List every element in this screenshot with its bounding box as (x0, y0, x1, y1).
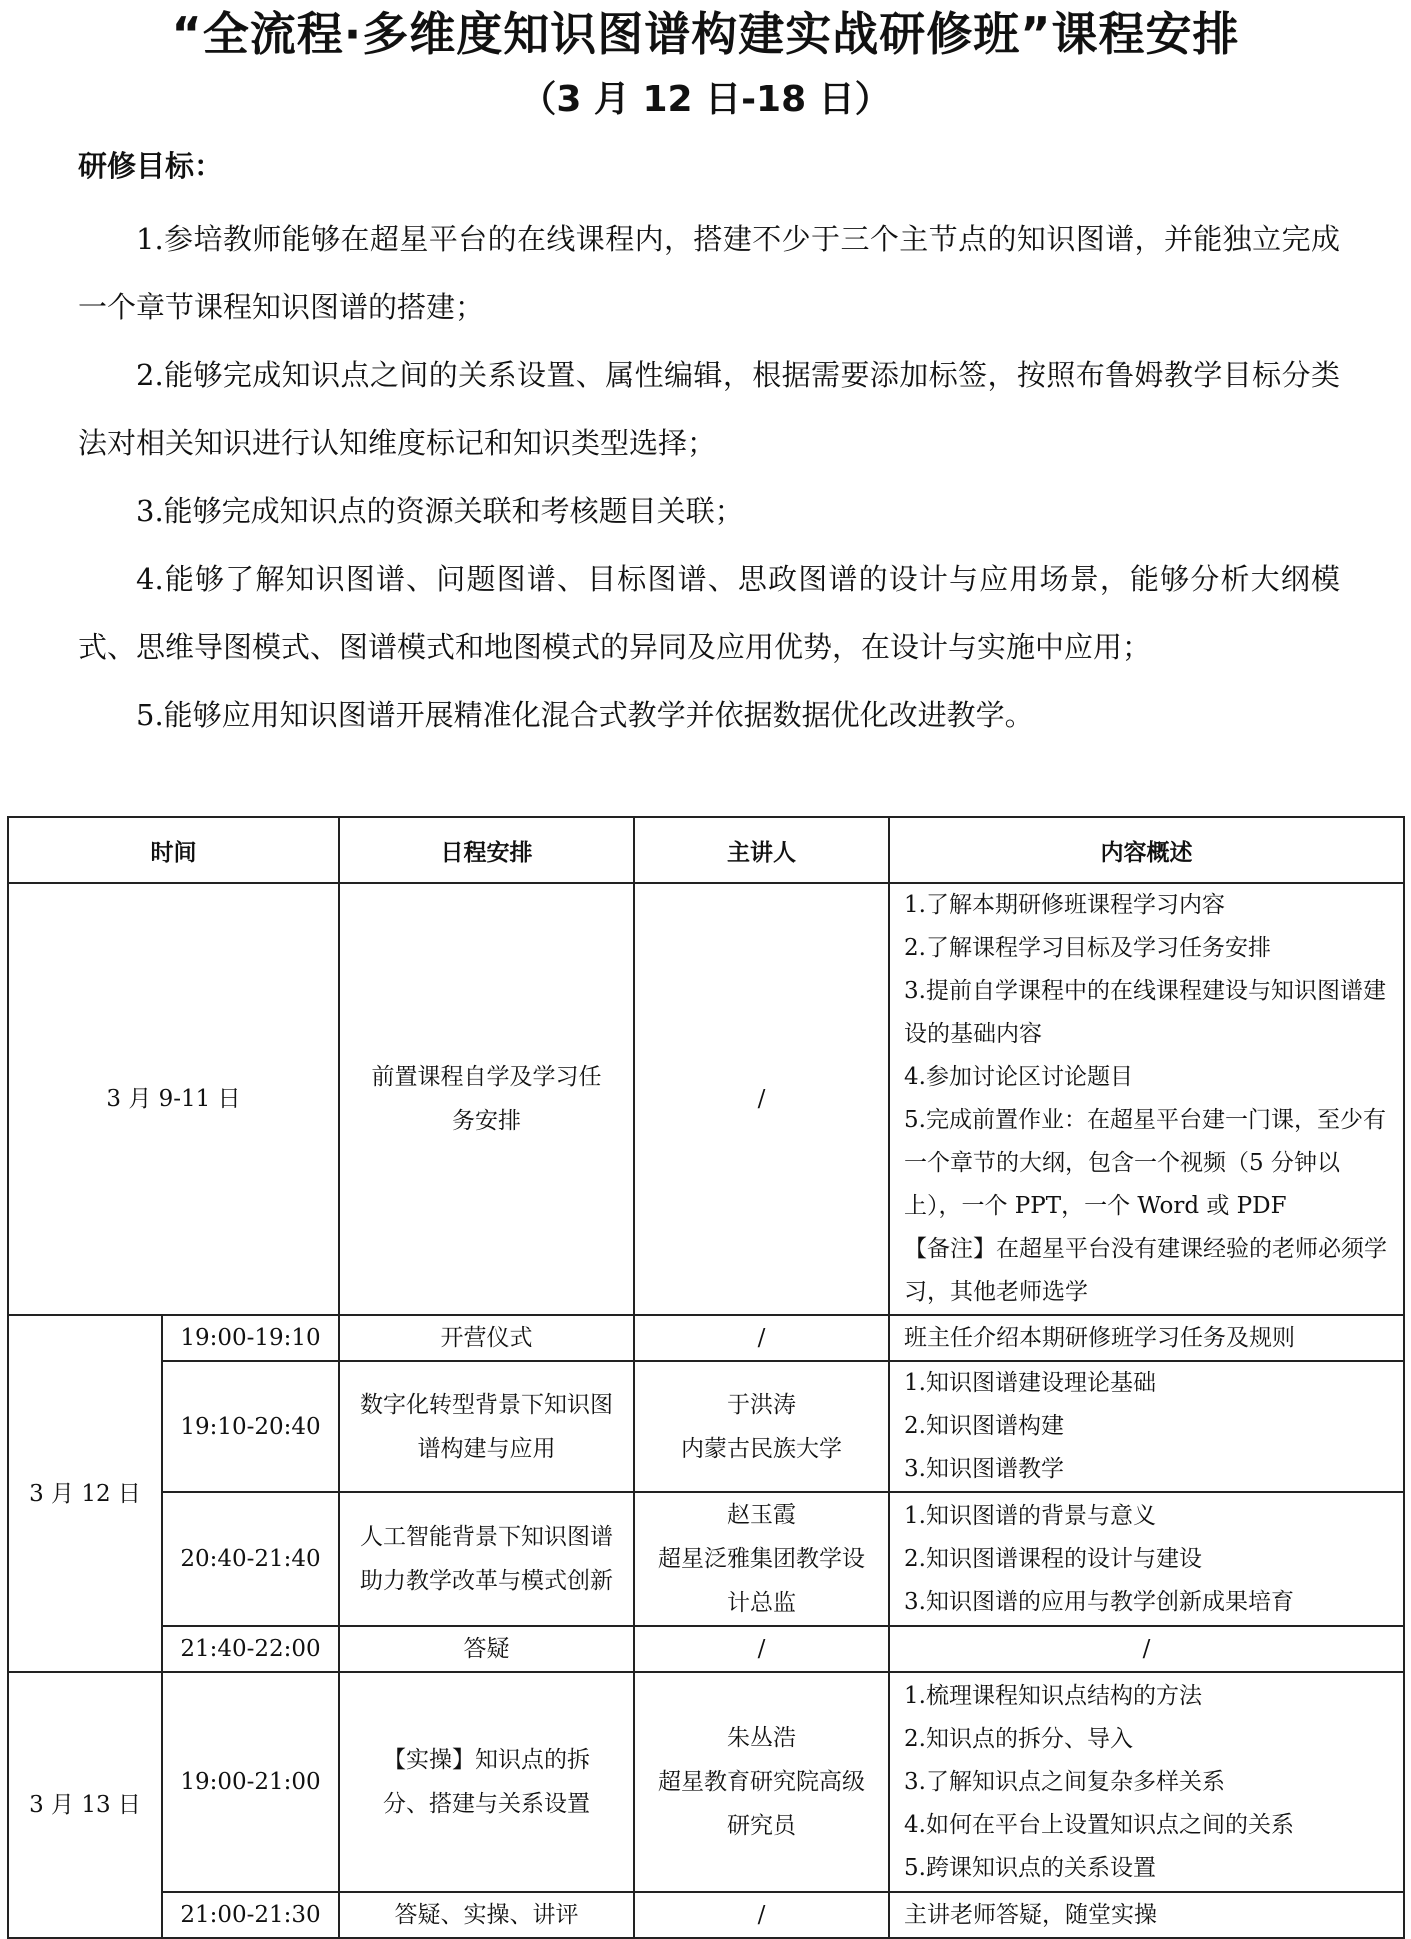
content-line: 3.知识图谱教学 (904, 1456, 1064, 1482)
content-line: 4.如何在平台上设置知识点之间的关系 (904, 1811, 1294, 1838)
speaker-cell: 朱丛浩 超星教育研究院高级研究员 (634, 1672, 889, 1892)
content-cell (889, 1315, 1404, 1361)
content-line: 班主任介绍本期研修班学习任务及规则 (904, 1324, 1295, 1351)
time-cell: 19:00-21:00 (162, 1672, 339, 1892)
date-cell: 3 月 9-11 日 (8, 883, 339, 1315)
schedule-cell: 人工智能背景下知识图谱助力教学改革与模式创新 (339, 1492, 634, 1626)
content-cell (889, 1892, 1404, 1938)
date-cell: 3 月 13 日 (8, 1672, 162, 1938)
goal-list (78, 205, 1340, 749)
time-cell: 20:40-21:40 (162, 1492, 339, 1626)
schedule-cell: 开营仪式 (339, 1315, 634, 1361)
table-row (8, 1361, 1404, 1492)
content-line: 1.知识图谱建设理论基础 (904, 1370, 1156, 1396)
content-line: 3.了解知识点之间复杂多样关系 (904, 1768, 1225, 1795)
table-row (8, 1492, 1404, 1626)
content-line: 5.跨课知识点的关系设置 (904, 1854, 1156, 1881)
content-line: 【备注】在超星平台没有建课经验的老师必须学习，其他老师选学 (904, 1236, 1387, 1305)
time-cell: 19:10-20:40 (162, 1361, 339, 1492)
content-line: 5.完成前置作业：在超星平台建一门课，至少有一个章节的大纲，包含一个视频（5 分钟以上），一个 PPT，一个 Word 或 PDF (904, 1107, 1386, 1219)
goal-item: 1.参培教师能够在超星平台的在线课程内，搭建不少于三个主节点的知识图谱，并能独立完成一个章节课程知识图谱的搭建； (78, 222, 1340, 324)
content-line: 主讲老师答疑，随堂实操 (904, 1901, 1157, 1928)
table-row (8, 1892, 1404, 1938)
content-line: 1.知识图谱的背景与意义 (904, 1502, 1156, 1529)
content-cell (889, 1361, 1404, 1492)
header-content: 内容概述 (889, 817, 1404, 883)
content-line: 4.参加讨论区讨论题目 (904, 1064, 1133, 1090)
table-header-row (8, 817, 1404, 883)
speaker-cell: / (634, 1315, 889, 1361)
content-line: 3.提前自学课程中的在线课程建设与知识图谱建设的基础内容 (904, 978, 1386, 1047)
date-cell: 3 月 12 日 (8, 1315, 162, 1672)
speaker-cell: / (634, 1892, 889, 1938)
header-speaker: 主讲人 (634, 817, 889, 883)
schedule-table (7, 816, 1405, 1939)
goal-item: 5.能够应用知识图谱开展精准化混合式教学并依据数据优化改进教学。 (136, 698, 1034, 732)
document-title: “全流程·多维度知识图谱构建实战研修班”课程安排 (171, 7, 1240, 61)
content-line: 2.知识图谱课程的设计与建设 (904, 1545, 1202, 1572)
time-cell: 21:40-22:00 (162, 1626, 339, 1672)
schedule-cell: 答疑 (339, 1626, 634, 1672)
content-cell: / (889, 1626, 1404, 1672)
goal-item: 4.能够了解知识图谱、问题图谱、目标图谱、思政图谱的设计与应用场景，能够分析大纲模式、思维导图模式、图谱模式和地图模式的异同及应用优势，在设计与实施中应用； (78, 562, 1340, 664)
content-line: 2.知识点的拆分、导入 (904, 1725, 1133, 1752)
speaker-cell: 于洪涛 内蒙古民族大学 (634, 1361, 889, 1492)
schedule-cell: 数字化转型背景下知识图谱构建与应用 (339, 1361, 634, 1492)
schedule-cell: 前置课程自学及学习任务安排 (339, 883, 634, 1315)
table-row (8, 1315, 1404, 1361)
goal-item: 3.能够完成知识点的资源关联和考核题目关联； (136, 494, 744, 528)
content-cell (889, 883, 1404, 1315)
content-cell (889, 1492, 1404, 1626)
header-schedule: 日程安排 (339, 817, 634, 883)
speaker-cell: / (634, 883, 889, 1315)
schedule-cell: 答疑、实操、讲评 (339, 1892, 634, 1938)
time-cell: 21:00-21:30 (162, 1892, 339, 1938)
table-row (8, 1672, 1404, 1892)
goal-item: 2.能够完成知识点之间的关系设置、属性编辑，根据需要添加标签，按照布鲁姆教学目标分类法对相关知识进行认知维度标记和知识类型选择； (78, 358, 1340, 460)
document-subtitle: （3 月 12 日-18 日） (520, 79, 891, 120)
speaker-cell: / (634, 1626, 889, 1672)
schedule-cell: 【实操】知识点的拆分、搭建与关系设置 (339, 1672, 634, 1892)
content-cell (889, 1672, 1404, 1892)
table-row (8, 1626, 1404, 1672)
content-line: 3.知识图谱的应用与教学创新成果培育 (904, 1588, 1294, 1615)
table-row (8, 883, 1404, 1315)
goal-heading: 研修目标： (78, 149, 224, 183)
speaker-cell: 赵玉霞 超星泛雅集团教学设计总监 (634, 1492, 889, 1626)
content-line: 2.了解课程学习目标及学习任务安排 (904, 935, 1271, 961)
content-line: 1.梳理课程知识点结构的方法 (904, 1682, 1202, 1709)
header-time: 时间 (8, 817, 339, 883)
content-line: 1.了解本期研修班课程学习内容 (904, 892, 1225, 918)
time-cell: 19:00-19:10 (162, 1315, 339, 1361)
content-line: 2.知识图谱构建 (904, 1413, 1064, 1439)
